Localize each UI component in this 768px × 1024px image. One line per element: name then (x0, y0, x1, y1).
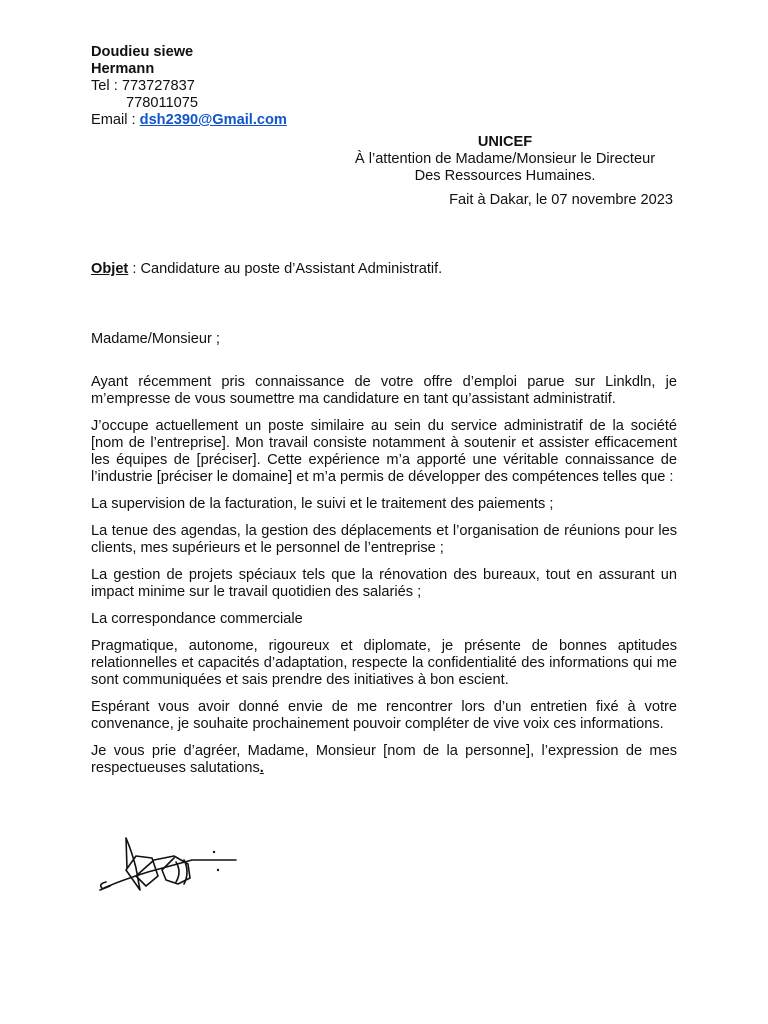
recipient-org: UNICEF (477, 134, 533, 150)
sender-name-line2: Hermann (91, 61, 155, 77)
email-label: Email : (91, 112, 140, 128)
letter-body (91, 374, 677, 787)
letter-date: Fait à Dakar, le 07 novembre 2023 (449, 192, 673, 208)
salutation: Madame/Monsieur ; (91, 331, 220, 347)
recipient-block (300, 134, 710, 185)
sender-phone-line (91, 78, 287, 95)
recipient-line2: Des Ressources Humaines. (414, 168, 596, 184)
sender-email-line (91, 112, 287, 129)
subject-text: : Candidature au poste d’Assistant Administratif. (128, 261, 443, 277)
paragraph-1: Ayant récemment pris connaissance de votre offre d’emploi parue sur Linkdln, je m’empresse de vous soumettre ma candidature en tant qu’assistant administratif. (91, 374, 677, 407)
paragraph-7: Pragmatique, autonome, rigoureux et diplomate, je présente de bonnes aptitudes relationnelles et capacités d’adaptation, respecte la confidentialité des informations qui me sont communiquées et sais prendre des initiatives à bon escient. (91, 638, 677, 688)
recipient-line1: À l’attention de Madame/Monsieur le Directeur (354, 151, 656, 167)
paragraph-8: Espérant vous avoir donné envie de me rencontrer lors d’un entretien fixé à votre convenance, je souhaite prochainement pouvoir compléter de vive voix ces informations. (91, 699, 677, 732)
paragraph-6: La correspondance commerciale (91, 611, 303, 627)
closing-text: Je vous prie d’agréer, Madame, Monsieur [nom de la personne], l’expression de mes respectueuses salutations (91, 743, 677, 776)
paragraph-5: La gestion de projets spéciaux tels que la rénovation des bureaux, tout en assurant un impact minime sur le travail quotidien des salariés ; (91, 567, 677, 600)
signature-image (96, 830, 241, 896)
closing-final-mark: . (259, 760, 264, 776)
tel-number-1: 773727837 (121, 78, 195, 94)
sender-block (91, 44, 287, 129)
closing-paragraph (91, 743, 677, 777)
paragraph-2: J’occupe actuellement un poste similaire au sein du service administratif de la société [nom de l’entreprise]. Mon travail consiste notamment à soutenir et assister efficacement les équipes de [préciser]. Cette expérience m’a apporté une véritable connaissance de l’industrie [préciser le domaine] et m’a permis de développer des compétences telles que : (91, 418, 677, 485)
paragraph-3: La supervision de la facturation, le suivi et le traitement des paiements ; (91, 496, 554, 512)
tel-number-2: 778011075 (126, 95, 198, 111)
subject-label: Objet (91, 261, 129, 277)
sender-name-line1: Doudieu siewe (91, 44, 194, 60)
email-link[interactable]: dsh2390@Gmail.com (139, 112, 287, 128)
paragraph-4: La tenue des agendas, la gestion des déplacements et l’organisation de réunions pour les clients, mes supérieurs et le personnel de l’entreprise ; (91, 523, 677, 556)
subject-line (91, 261, 442, 278)
tel-label: Tel : (91, 78, 122, 94)
